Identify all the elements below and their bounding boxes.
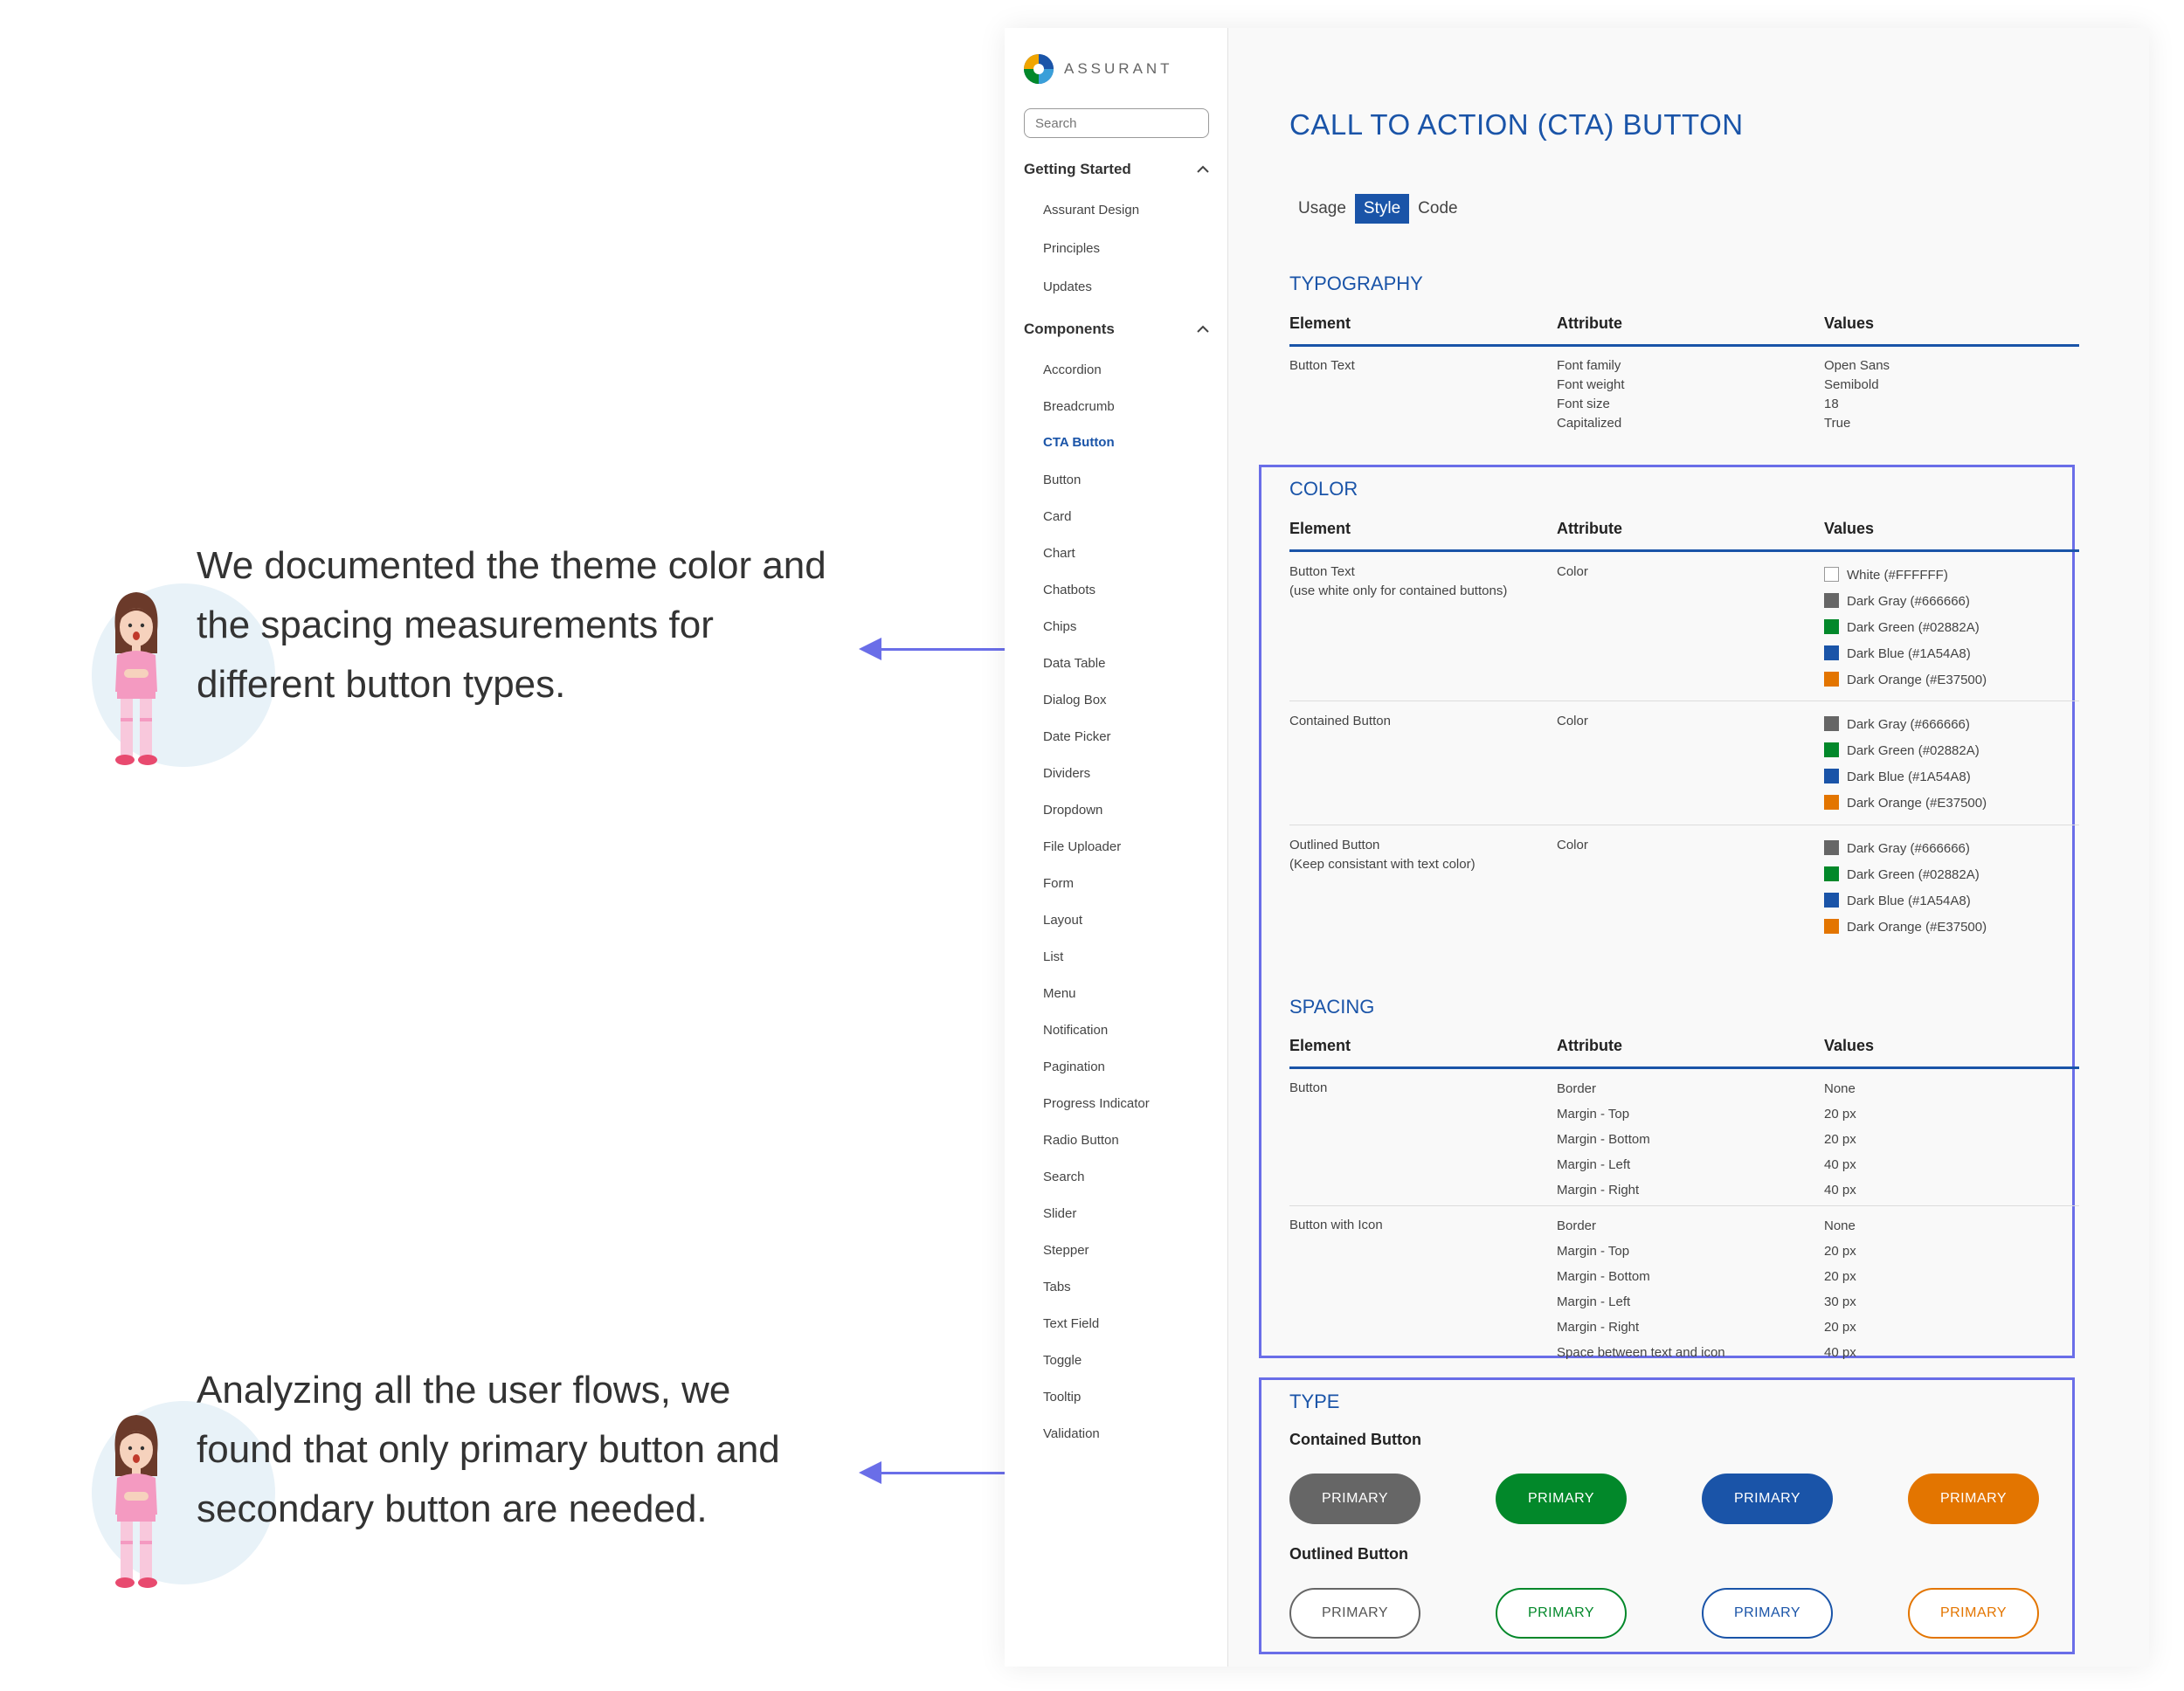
logo-text: ASSURANT [1064,60,1173,77]
assurant-logo-icon [1024,54,1054,84]
white-swatch-icon [1824,567,1839,582]
color-row-values [1824,836,1987,941]
nav-item-tabs[interactable]: Tabs [1043,1280,1071,1294]
nav-item-progress-indicator[interactable]: Progress Indicator [1043,1096,1150,1111]
cell-text: Space between text and icon [1557,1345,1725,1360]
main-content [1228,28,2149,1667]
annotation-line: secondary button are needed. [197,1487,708,1530]
nav-group-components[interactable] [1024,321,1209,338]
cell-text: 20 px [1824,1107,1856,1122]
nav-item-breadcrumb[interactable]: Breadcrumb [1043,399,1115,414]
nav-item-search[interactable]: Search [1043,1170,1085,1184]
cell-text: None [1824,1218,1856,1233]
spacing-row-element: Button [1289,1080,1328,1095]
annotation-line: found that only primary button and [197,1428,780,1471]
outlined-gray-button[interactable]: PRIMARY [1289,1588,1420,1639]
tab-usage[interactable]: Usage [1298,199,1346,217]
orange-swatch-icon [1824,672,1839,687]
blue-swatch-icon [1824,769,1839,783]
cell-text: None [1824,1081,1856,1096]
cell-text: Dark Blue (#1A54A8) [1847,646,1971,661]
nav-group-getting-started[interactable] [1024,161,1209,178]
section-title-type: TYPE [1289,1391,1340,1412]
contained-blue-button[interactable]: PRIMARY [1702,1474,1833,1524]
nav-item-pagination[interactable]: Pagination [1043,1059,1105,1074]
tab-code[interactable]: Code [1418,199,1458,217]
header-divider [1289,549,2079,552]
color-row-attribute: Color [1557,838,1588,852]
page-title: CALL TO ACTION (CTA) BUTTON [1289,108,1744,141]
nav-item-updates[interactable]: Updates [1043,280,1092,294]
cell-text: Margin - Top [1557,1244,1630,1259]
cell-text: 20 px [1824,1320,1856,1335]
girl-illustration-icon [103,585,169,769]
nav-item-list[interactable]: List [1043,949,1064,964]
green-swatch-icon [1824,619,1839,634]
cell-note: (use white only for contained buttons) [1289,583,1508,598]
gray-swatch-icon [1824,593,1839,608]
chevron-up-icon [1197,165,1209,174]
nav-item-validation[interactable]: Validation [1043,1426,1100,1441]
nav-item-chips[interactable]: Chips [1043,619,1077,634]
cell-text: 40 px [1824,1345,1856,1360]
annotation-line: the spacing measurements for [197,604,714,646]
cell-text: Dark Green (#02882A) [1847,867,1980,882]
nav-item-stepper[interactable]: Stepper [1043,1243,1089,1258]
header-attribute: Attribute [1557,314,1622,332]
cell-text: Open Sans [1824,358,1890,373]
color-value [1824,667,1987,694]
cell-text: 30 px [1824,1294,1856,1309]
cell-text: 40 px [1824,1183,1856,1198]
cell-text: Dark Gray (#666666) [1847,717,1970,732]
color-value [1824,738,1987,764]
color-row-element [1289,563,1543,601]
gray-swatch-icon [1824,840,1839,855]
color-row-attribute: Color [1557,714,1588,728]
cell-text: Margin - Left [1557,1157,1631,1172]
color-value [1824,615,1987,641]
typography-values [1824,356,1890,433]
color-row-values [1824,712,1987,817]
orange-swatch-icon [1824,795,1839,810]
nav-item-accordion[interactable]: Accordion [1043,362,1102,377]
annotation-line: We documented the theme color and [197,544,826,587]
nav-item-date-picker[interactable]: Date Picker [1043,729,1111,744]
nav-item-layout[interactable]: Layout [1043,913,1083,928]
color-value [1824,764,1987,790]
section-title-typography: TYPOGRAPHY [1289,273,1423,294]
cell-text: 20 px [1824,1244,1856,1259]
cell-text: Font size [1557,397,1610,411]
nav-item-radio-button[interactable]: Radio Button [1043,1133,1119,1148]
search-input[interactable] [1024,108,1209,138]
nav-item-notification[interactable]: Notification [1043,1023,1109,1038]
typography-attributes [1557,356,1625,433]
color-value [1824,888,1987,915]
nav-item-form[interactable]: Form [1043,876,1074,891]
nav-item-menu[interactable]: Menu [1043,986,1076,1001]
cell-text: Font weight [1557,377,1625,392]
nav-item-chatbots[interactable]: Chatbots [1043,583,1096,597]
nav-item-card[interactable]: Card [1043,509,1072,524]
cell-text: Dark Gray (#666666) [1847,594,1970,609]
cell-text: 40 px [1824,1157,1856,1172]
nav-group-label: Getting Started [1024,161,1131,177]
blue-swatch-icon [1824,645,1839,660]
cell-text: Border [1557,1081,1597,1096]
cell-text: 18 [1824,397,1839,411]
cell-text: Dark Green (#02882A) [1847,620,1980,635]
cell-text: Dark Blue (#1A54A8) [1847,770,1971,784]
nav-item-dialog-box[interactable]: Dialog Box [1043,693,1107,707]
spacing-row-values [1824,1076,1856,1203]
cell-text: White (#FFFFFF) [1847,568,1948,583]
contained-green-button[interactable]: PRIMARY [1496,1474,1627,1524]
nav-item-toggle[interactable]: Toggle [1043,1353,1082,1368]
cell-text: Margin - Top [1557,1107,1630,1122]
color-row-attribute: Color [1557,564,1588,579]
cell-text: Margin - Bottom [1557,1269,1650,1284]
nav-item-slider[interactable]: Slider [1043,1206,1077,1221]
row-divider [1289,1205,2079,1206]
contained-button-title: Contained Button [1289,1431,1421,1448]
header-values: Values [1824,1037,1875,1054]
gray-swatch-icon [1824,716,1839,731]
nav-item-chart[interactable]: Chart [1043,546,1075,561]
header-values: Values [1824,314,1875,332]
header-attribute: Attribute [1557,1037,1622,1054]
arrow-left-icon [859,638,881,660]
header-element: Element [1289,314,1351,332]
color-value [1824,915,1987,941]
cell-text: Button Text [1289,564,1355,579]
color-value [1824,712,1987,738]
color-row-values [1824,563,1987,694]
cell-text: Dark Gray (#666666) [1847,841,1970,856]
cell-text: Margin - Bottom [1557,1132,1650,1147]
cell-text: Margin - Right [1557,1183,1640,1198]
outlined-orange-button[interactable]: PRIMARY [1908,1588,2039,1639]
logo[interactable] [1024,54,1173,84]
nav-item-assurant-design[interactable]: Assurant Design [1043,203,1140,217]
cell-text: True [1824,416,1851,431]
nav-item-text-field[interactable]: Text Field [1043,1316,1100,1331]
header-divider [1289,1066,2079,1069]
cell-text: Margin - Left [1557,1294,1631,1309]
cell-note: (Keep consistant with text color) [1289,857,1476,872]
sidebar [1005,28,1228,1667]
spacing-row-values [1824,1213,1856,1365]
outlined-green-button[interactable]: PRIMARY [1496,1588,1627,1639]
color-row-element [1289,712,1543,731]
tab-bar [1289,194,1467,224]
outlined-button-title: Outlined Button [1289,1545,1408,1563]
nav-item-button[interactable]: Button [1043,473,1082,487]
color-value [1824,790,1987,817]
spacing-row-element: Button with Icon [1289,1218,1383,1232]
annotation-line: Analyzing all the user flows, we [197,1369,731,1411]
cell-text: 20 px [1824,1269,1856,1284]
cell-text: Contained Button [1289,714,1391,728]
app-window [1005,28,2149,1667]
cell-text: 20 px [1824,1132,1856,1147]
cell-text: Dark Green (#02882A) [1847,743,1980,758]
cell-text: Font family [1557,358,1621,373]
contained-gray-button[interactable]: PRIMARY [1289,1474,1420,1524]
outlined-blue-button[interactable]: PRIMARY [1702,1588,1833,1639]
girl-illustration-icon [103,1408,169,1591]
header-values: Values [1824,520,1875,537]
color-value [1824,589,1987,615]
nav-item-tooltip[interactable]: Tooltip [1043,1390,1082,1405]
nav-group-label: Components [1024,321,1115,337]
cell-text: Dark Blue (#1A54A8) [1847,894,1971,908]
spacing-row-attributes [1557,1076,1650,1203]
cell-text: Semibold [1824,377,1879,392]
color-value [1824,641,1987,667]
nav-item-cta-button[interactable]: CTA Button [1043,435,1115,450]
nav-item-dividers[interactable]: Dividers [1043,766,1091,781]
nav-item-file-uploader[interactable]: File Uploader [1043,839,1122,854]
color-value [1824,563,1987,589]
nav-item-principles[interactable]: Principles [1043,241,1101,256]
cell-text: Dark Orange (#E37500) [1847,920,1987,935]
nav-item-dropdown[interactable]: Dropdown [1043,803,1103,818]
blue-swatch-icon [1824,893,1839,908]
header-element: Element [1289,1037,1351,1054]
header-element: Element [1289,520,1351,537]
color-value [1824,862,1987,888]
cell-text: Margin - Right [1557,1320,1640,1335]
typography-element: Button Text [1289,358,1355,373]
arrow-left-icon [859,1461,881,1484]
cell-text: Border [1557,1218,1597,1233]
green-swatch-icon [1824,866,1839,881]
header-divider [1289,344,2079,347]
spacing-row-attributes [1557,1213,1725,1365]
chevron-up-icon [1197,325,1209,334]
header-attribute: Attribute [1557,520,1622,537]
section-title-color: COLOR [1289,478,1358,500]
color-value [1824,836,1987,862]
cell-text: Dark Orange (#E37500) [1847,796,1987,811]
orange-swatch-icon [1824,919,1839,934]
annotation-line: different button types. [197,663,566,706]
cell-text: Capitalized [1557,416,1622,431]
section-title-spacing: SPACING [1289,996,1375,1018]
nav-item-data-table[interactable]: Data Table [1043,656,1106,671]
contained-orange-button[interactable]: PRIMARY [1908,1474,2039,1524]
cell-text: Outlined Button [1289,838,1380,852]
green-swatch-icon [1824,742,1839,757]
tab-style[interactable]: Style [1355,194,1409,224]
color-row-element [1289,836,1543,874]
cell-text: Dark Orange (#E37500) [1847,673,1987,687]
